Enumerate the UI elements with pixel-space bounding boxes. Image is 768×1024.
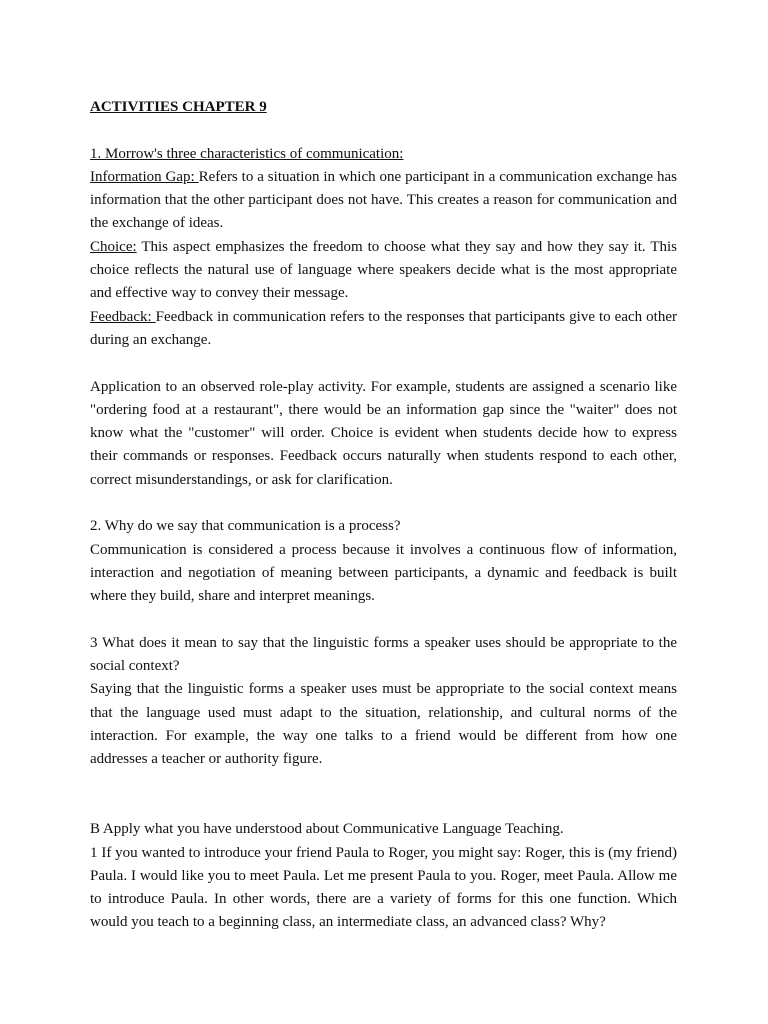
feedback-term: Feedback: [90, 308, 156, 325]
choice-term: Choice: [90, 238, 137, 255]
section-2-answer: Communication is considered a process because it involves a continuous flow of information, interaction and negotiation of meaning between participants, a dynamic and feedback is built where they build, share and interpret meanings. [90, 541, 677, 605]
section-b-question-1: 1 If you wanted to introduce your friend Paula to Roger, you might say: Roger, this is (my friend) Paula. I would like you to meet Paula. Let me present Paula to you. Roger, meet Paula. Allow me to introduce Paula. In other words, there are a variety of forms for this one function. Which would you teach to a beginning class, an intermediate class, an advanced class? Why? [90, 844, 677, 931]
spacer [90, 492, 677, 515]
spacer [90, 772, 677, 819]
spacer [90, 609, 677, 632]
choice-text: This aspect emphasizes the freedom to choose what they say and how they say it. This choice reflects the natural use of language where speakers decide what is the most appropriate and effective way to convey their message. [90, 238, 677, 302]
spacer [90, 352, 677, 375]
document-title: ACTIVITIES CHAPTER 9 [90, 99, 267, 115]
application-paragraph: Application to an observed role-play activity. For example, students are assigned a scenario like "ordering food at a restaurant", there would be an information gap since the "waiter" does not know what the "customer" will order. Choice is evident when students decide how to express their commands or responses. Feedback occurs naturally when students respond to each other, correct misunderstandings, or ask for clarification. [90, 378, 677, 488]
choice-paragraph [90, 236, 677, 306]
feedback-paragraph [90, 306, 677, 353]
section-2-question: 2. Why do we say that communication is a process? [90, 518, 401, 535]
feedback-text: Feedback in communication refers to the responses that participants give to each other during an exchange. [90, 308, 677, 348]
information-gap-paragraph [90, 166, 677, 236]
information-gap-text: Refers to a situation in which one participant in a communication exchange has information that the other participant does not have. This creates a reason for communication and the exchange of ideas. [90, 168, 677, 232]
section-1-heading: 1. Morrow's three characteristics of communication: [90, 145, 404, 162]
section-b-heading: B Apply what you have understood about Communicative Language Teaching. [90, 821, 564, 838]
spacer [90, 119, 677, 142]
section-3-question: 3 What does it mean to say that the linguistic forms a speaker uses should be appropriate to the social context? [90, 634, 677, 675]
section-3-answer: Saying that the linguistic forms a speaker uses must be appropriate to the social context means that the language used must adapt to the situation, relationship, and cultural norms of the interaction. For example, the way one talks to a friend would be different from how one addresses a teacher or authority figure. [90, 681, 677, 768]
information-gap-term: Information Gap: [90, 168, 199, 185]
document-page [90, 96, 677, 935]
